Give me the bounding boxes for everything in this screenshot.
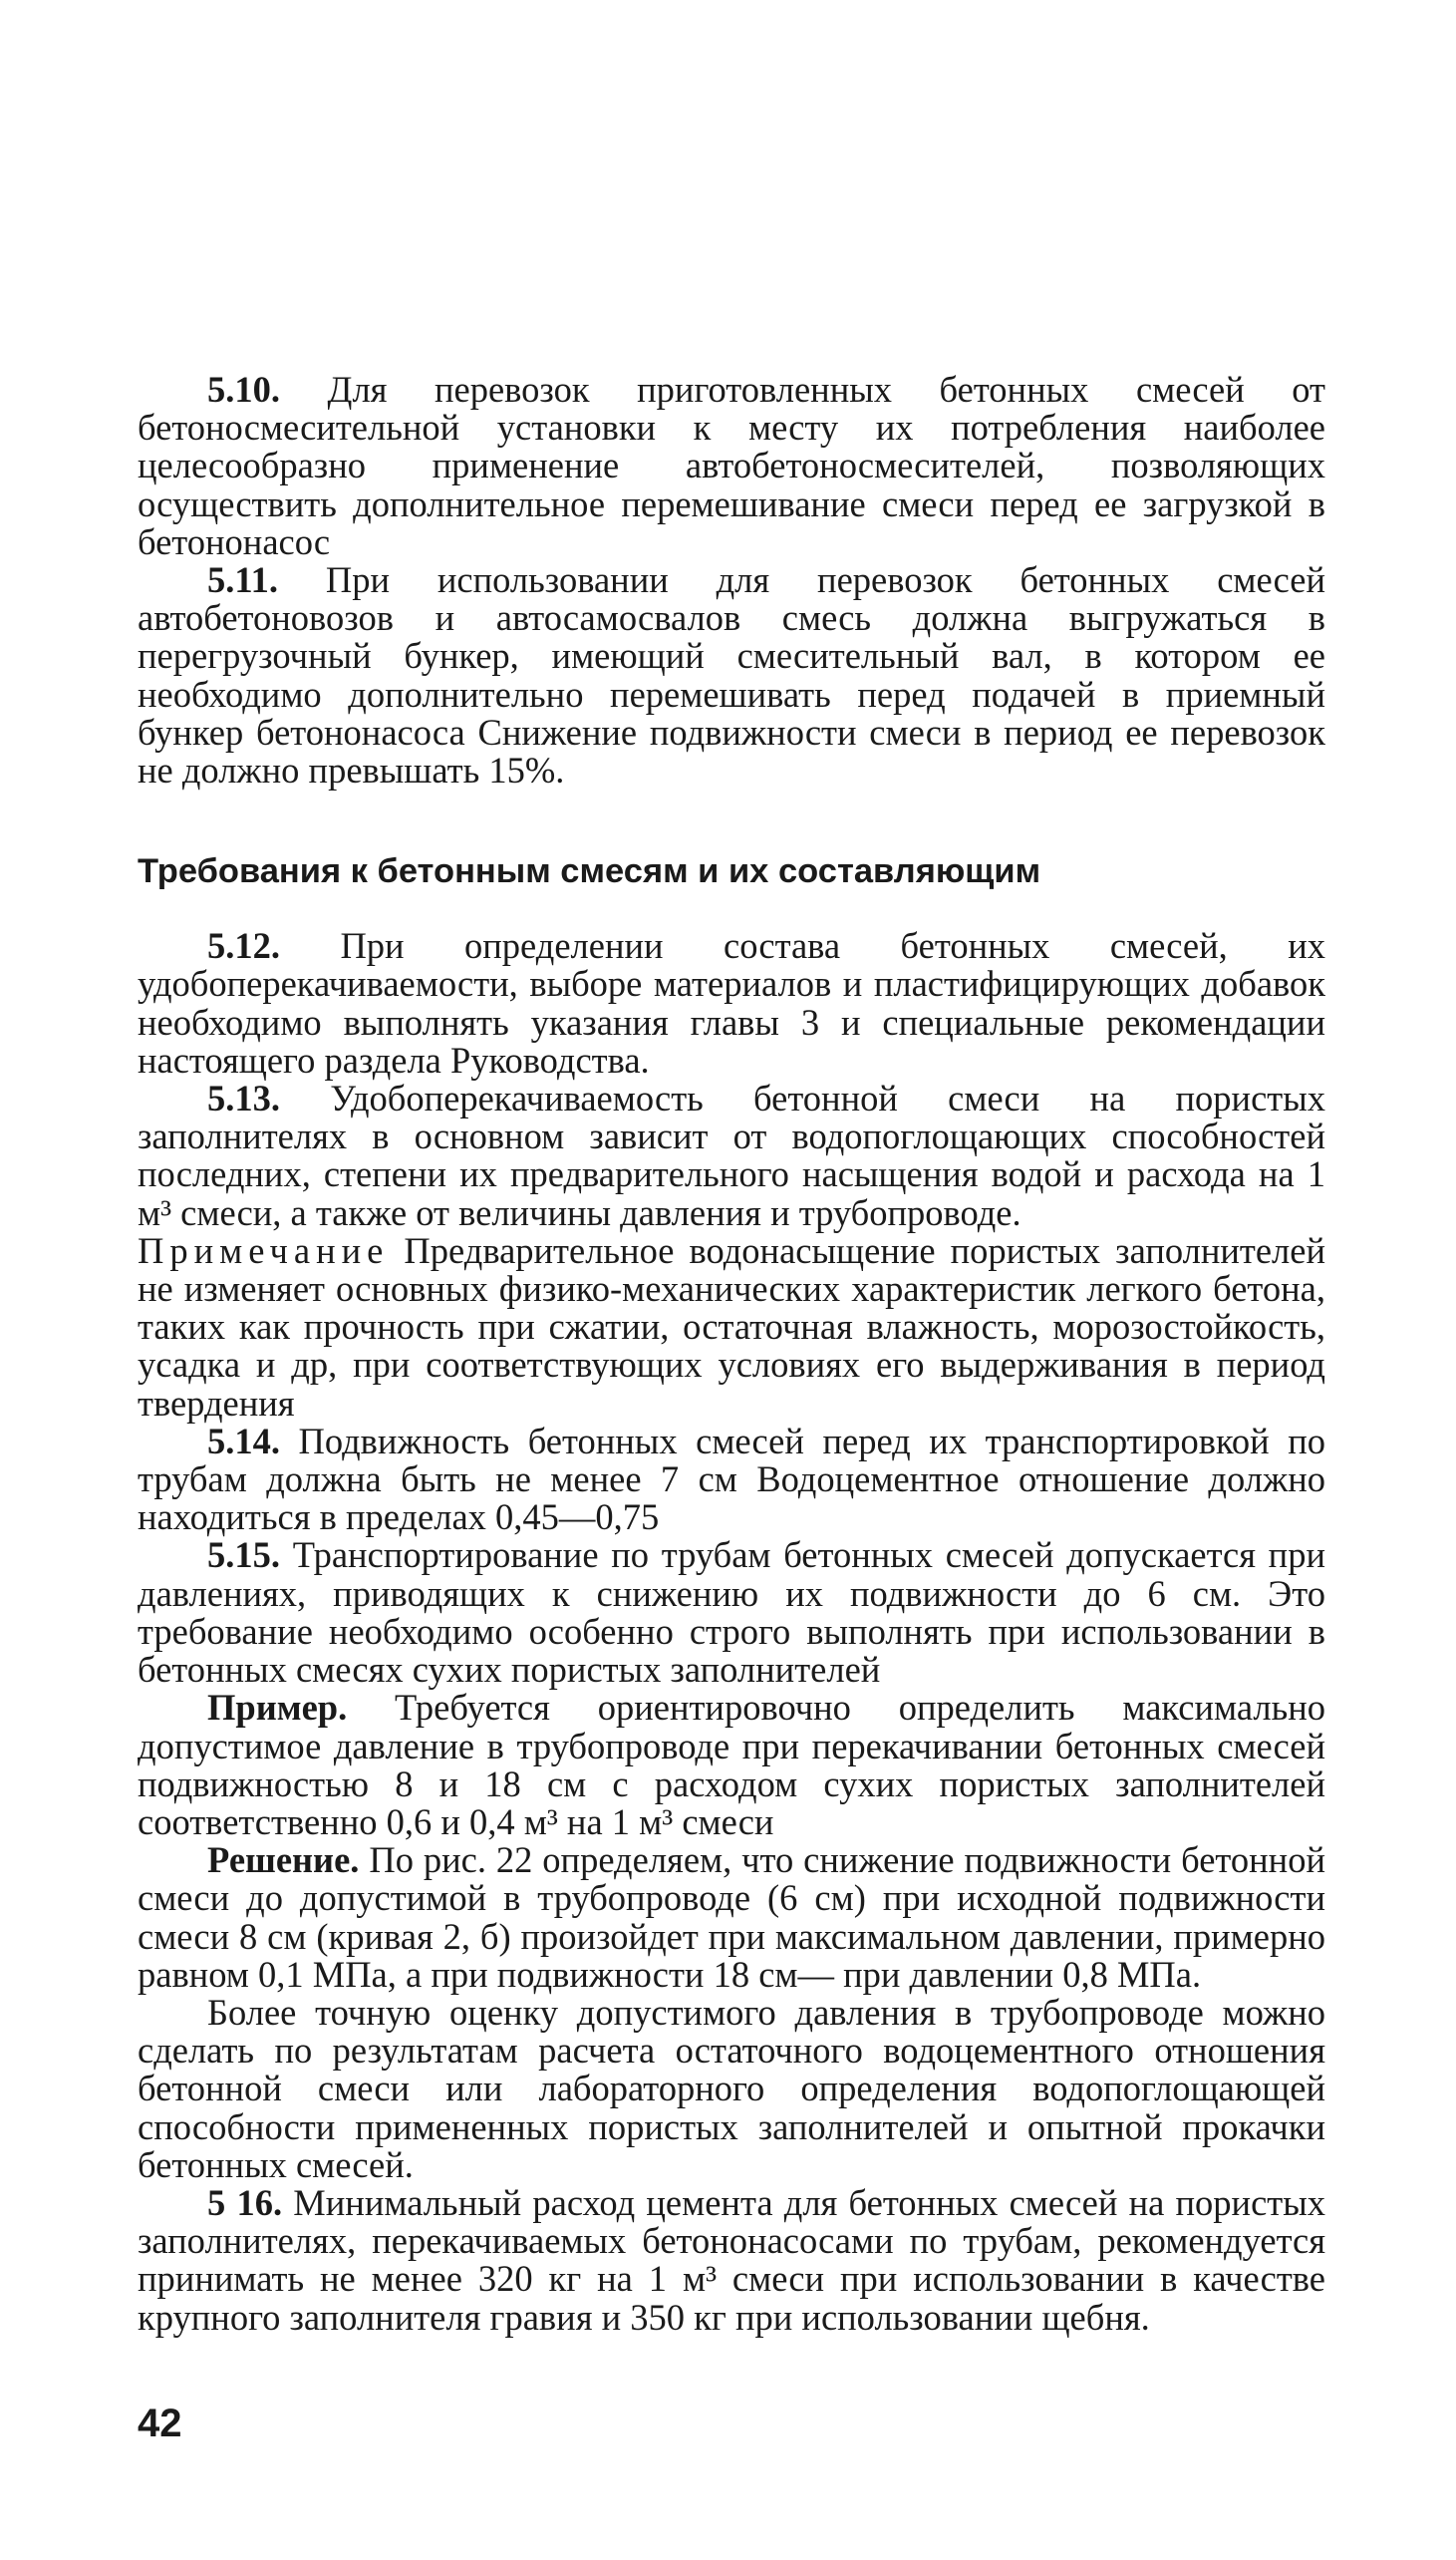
- paragraph-text: Удобоперекачиваемость бетонной смеси на пористых заполнителях в основном зависит от водопоглощающих способностей последних, степени их предварительного насыщения водой и расхода на 1 м³ смеси, а также от величины давления и трубопроводе.: [138, 1078, 1325, 1233]
- note-paragraph: [138, 1229, 1325, 1424]
- solution-paragraph: [138, 1841, 1325, 1994]
- paragraph-number: 5.12.: [207, 925, 280, 967]
- note-label: Примечание: [138, 1229, 390, 1271]
- paragraph-text: Транспортирование по трубам бетонных смесей допускается при давлениях, приводящих к снижению их подвижности до 6 см. Это требование необходимо особенно строго выполнять при использовании в бетонных смесях сухих пористых заполнителей: [138, 1534, 1325, 1691]
- page-body: [138, 371, 1325, 2337]
- paragraph-number: 5.11.: [207, 559, 278, 601]
- paragraph-5-15: [138, 1536, 1325, 1689]
- paragraph-5-12: [138, 927, 1325, 1080]
- paragraph-number: 5.15.: [207, 1534, 280, 1576]
- paragraph-text: При определении состава бетонных смесей, их удобоперекачиваемости, выборе материалов и пластифицирующих добавок необходимо выполнять указания главы 3 и специальные рекомендации настоящего раздела Руководства.: [138, 925, 1325, 1081]
- paragraph-5-10: [138, 371, 1325, 561]
- more-precise-paragraph: Более точную оценку допустимого давления в трубопроводе можно сделать по результатам расчета остаточного водоцементного отношения бетонной смеси или лабораторного определения водопоглощающей способности примененных пористых заполнителей и опытной прокачки бетонных смесей.: [138, 1991, 1325, 2185]
- example-label: Пример.: [207, 1687, 348, 1729]
- example-paragraph: [138, 1689, 1325, 1841]
- solution-text: По рис. 22 определяем, что снижение подвижности бетонной смеси до допустимой в трубопроводе (6 см) при исходной подвижности смеси 8 см (кривая 2, б) произойдет при максимальном давлении, примерно равном 0,1 МПа, а при подвижности 18 см— при давлении 0,8 МПа.: [138, 1839, 1325, 1995]
- paragraph-text: Подвижность бетонных смесей перед их транспортировкой по трубам должна быть не менее 7 см Водоцементное отношение должно находиться в пределах 0,45—0,75: [138, 1420, 1325, 1538]
- paragraph-number: 5.13.: [207, 1078, 280, 1120]
- paragraph-text: Минимальный расход цемента для бетонных смесей на пористых заполнителях, перекачиваемых бетононасосами по трубам, рекомендуется принимать не менее 320 кг на 1 м³ смеси при использовании в качестве крупного заполнителя гравия и 350 кг при использовании щебня.: [138, 2181, 1326, 2338]
- paragraph-5-14: [138, 1420, 1325, 1538]
- paragraph-5-16: [138, 2181, 1326, 2338]
- section-heading: Требования к бетонным смесям и их составляющим: [138, 852, 1041, 891]
- page-number: 42: [138, 2401, 182, 2445]
- paragraph-5-11: [138, 561, 1325, 790]
- paragraph-5-13: [138, 1080, 1325, 1232]
- paragraph-text: Для перевозок приготовленных бетонных смесей от бетоносмесительной установки к месту их потребления наиболее целесообразно применение автобетоносмесителей, позволяющих осуществить дополнительное перемешивание смеси перед ее загрузкой в бетононасос: [138, 369, 1325, 562]
- paragraph-text: При использовании для перевозок бетонных смесей автобетоновозов и автосамосвалов смесь должна выгружаться в перегрузочный бункер, имеющий смесительный вал, в котором ее необходимо дополнительно перемешивать перед подачей в приемный бункер бетононасоса Снижение подвижности смеси в период ее перевозок не должно превышать 15%.: [138, 559, 1325, 792]
- paragraph-number: 5.10.: [207, 369, 280, 410]
- note-text: Предварительное водонасыщение пористых заполнителей не изменяет основных физико-механических характеристик легкого бетона, таких как прочность при сжатии, остаточная влажность, морозостойкость, усадка и др, при соответствующих условиях его выдерживания в период твердения: [138, 1229, 1325, 1424]
- example-text: Требуется ориентировочно определить максимально допустимое давление в трубопроводе при перекачивании бетонных смесей подвижностью 8 и 18 см с расходом сухих пористых заполнителей соответственно 0,6 и 0,4 м³ на 1 м³ смеси: [138, 1687, 1325, 1842]
- paragraph-number: 5.14.: [207, 1420, 280, 1461]
- solution-label: Решение.: [207, 1839, 360, 1881]
- paragraph-number: 5 16.: [207, 2181, 283, 2223]
